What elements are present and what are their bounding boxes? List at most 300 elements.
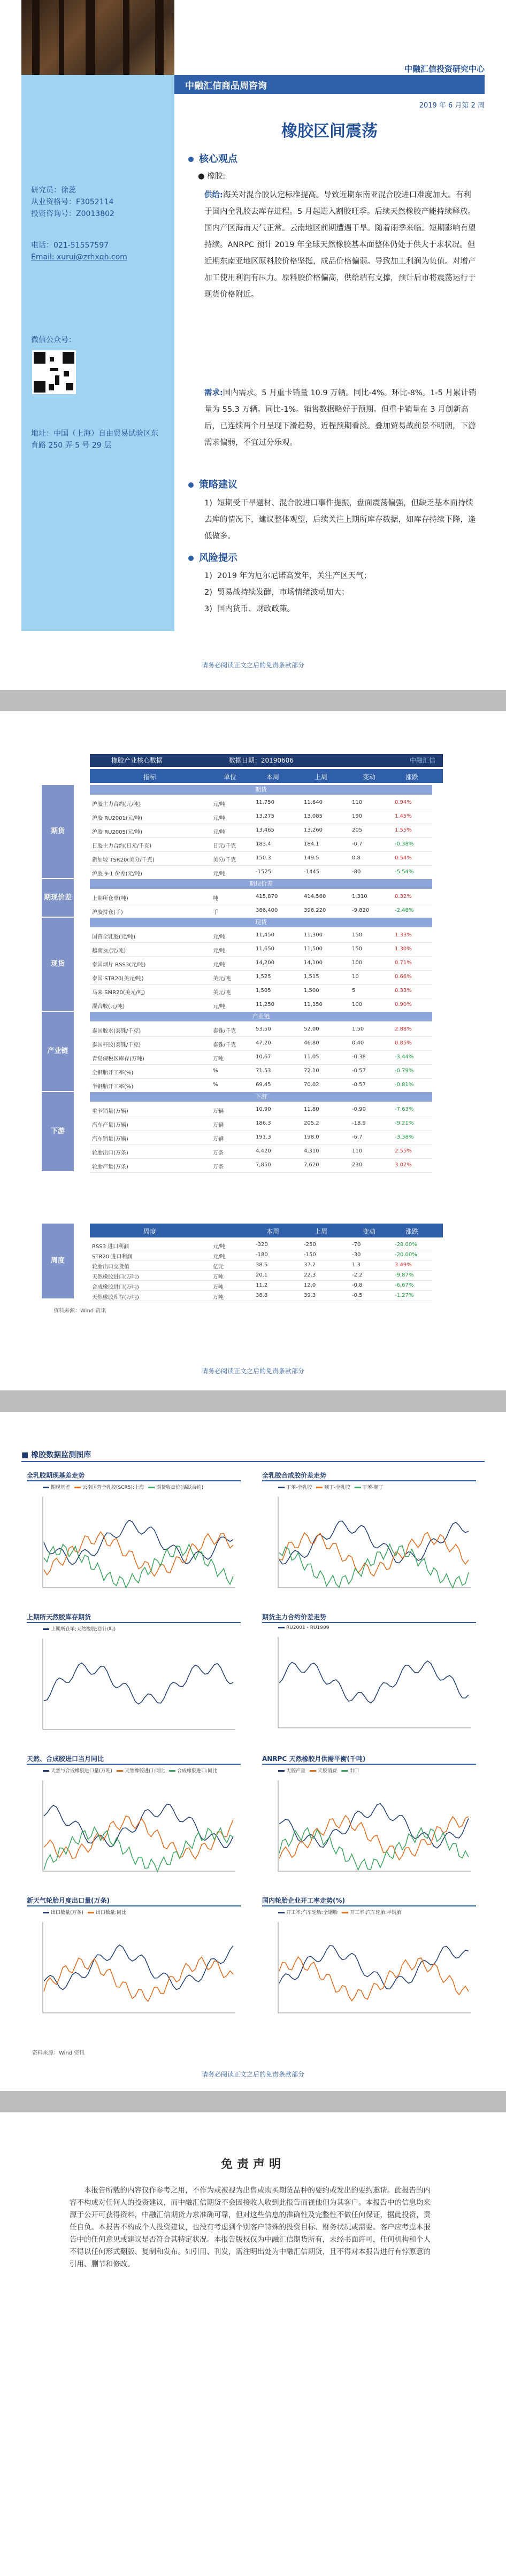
table-cell: -3.38% xyxy=(395,1134,414,1140)
table-cell: 4,420 xyxy=(256,1148,271,1154)
table-cell: 合成橡胶进口(万吨) xyxy=(92,1285,139,1290)
report-page-1 xyxy=(0,0,506,690)
table-cell: 2.55% xyxy=(395,1148,412,1154)
table-cell: 重卡销量(万辆) xyxy=(92,1109,128,1114)
chart-plot xyxy=(262,1632,476,1739)
table-cell: 0.8 xyxy=(352,855,361,861)
table-cell: 亿元 xyxy=(213,1264,224,1270)
chart-axis xyxy=(278,1922,471,2013)
series-line xyxy=(279,1957,469,2001)
table-cell: 0.90% xyxy=(395,1002,412,1008)
chart-plot xyxy=(262,1491,476,1598)
row-group-label: 下游 xyxy=(42,1092,74,1171)
table-cell: 3.49% xyxy=(395,1262,412,1268)
strategy-heading: 策略建议 xyxy=(199,479,237,490)
row-group-label: 现货 xyxy=(42,918,74,1011)
table-cell: -30 xyxy=(352,1252,361,1258)
table-cell: -2.2 xyxy=(352,1272,363,1278)
table-cell: 11,650 xyxy=(256,946,274,952)
table-cell: 元/吨 xyxy=(213,829,226,835)
table-row xyxy=(90,890,432,904)
bullet-icon xyxy=(188,482,194,488)
section-rule xyxy=(21,1461,485,1462)
section-subheader: 现货 xyxy=(90,918,432,927)
table-cell: -20.00% xyxy=(395,1252,417,1258)
table-cell: -0.38 xyxy=(352,1054,366,1060)
table-cell: 2.88% xyxy=(395,1026,412,1032)
table-cell: 万吨 xyxy=(213,1056,224,1062)
table-cell: 轮胎出口交货值 xyxy=(92,1264,129,1270)
table-cell: 110 xyxy=(352,1148,363,1154)
chart-legend xyxy=(43,1483,241,1490)
table-cell: -0.7 xyxy=(352,841,363,847)
table-cell: -28.00% xyxy=(395,1242,417,1248)
table-cell: 元/吨 xyxy=(213,802,226,808)
page-footer: 请务必阅读正文之后的免责条款部分 xyxy=(201,2071,304,2078)
table-cell: -1.27% xyxy=(395,1293,414,1298)
table-cell: 1,515 xyxy=(304,974,319,980)
table-cell: 泰铢/千克 xyxy=(213,1042,236,1048)
research-center-header: 中融汇信投资研究中心 xyxy=(404,64,485,74)
legend-item: 云南国营全乳胶(SCR5):上海 xyxy=(74,1485,144,1490)
table-cell: 元/吨 xyxy=(213,871,226,877)
table-cell: 美分/千克 xyxy=(213,857,236,863)
chart-panel xyxy=(262,1896,476,2035)
table-cell: 元/吨 xyxy=(213,1254,226,1260)
chart-panel xyxy=(27,1754,241,1893)
table-cell: 191.3 xyxy=(256,1134,271,1140)
series-line xyxy=(44,1945,233,1990)
row-group-label: 期现价差 xyxy=(42,879,74,917)
table-cell: 上期所仓单(吨) xyxy=(92,896,128,902)
table-row xyxy=(90,956,432,971)
table-cell: 天然橡胶进口(万吨) xyxy=(92,1274,139,1280)
table-cell: -18.9 xyxy=(352,1120,366,1126)
table-cell: 万辆 xyxy=(213,1136,224,1142)
report-title: 橡胶区间震荡 xyxy=(281,122,378,141)
chart-panel xyxy=(262,1471,476,1610)
table-cell: 198.0 xyxy=(304,1134,319,1140)
table-cell: 1.33% xyxy=(395,932,412,938)
table-cell: 190 xyxy=(352,813,363,819)
chart-plot xyxy=(27,1775,241,1882)
series-line xyxy=(44,1532,233,1576)
table-cell: 70.02 xyxy=(304,1082,319,1088)
sidebar-address: 地址：中国（上海）自由贸易试验区东育路 250 弄 5 号 29 层 xyxy=(31,429,158,450)
chart-legend xyxy=(278,1483,476,1490)
row-group-label: 产业链 xyxy=(42,1012,74,1091)
table-cell: 38.8 xyxy=(256,1293,268,1298)
table-row xyxy=(90,1022,432,1037)
table-cell: 沪胶 RU2005(元/吨) xyxy=(92,829,143,835)
legend-item: 上期所仓单:天然橡胶:总计(吨) xyxy=(43,1627,116,1632)
table-cell: 11,300 xyxy=(304,932,323,938)
table-cell: 0.33% xyxy=(395,988,412,994)
series-line xyxy=(44,1520,233,1565)
chart-plot xyxy=(262,1917,476,2024)
cover-photo xyxy=(21,0,174,75)
table-cell: 0.32% xyxy=(395,894,412,899)
chart-axis xyxy=(43,1497,235,1588)
brand-title: 中融汇信商品周咨询 xyxy=(185,81,267,91)
table-cell: -0.79% xyxy=(395,1068,414,1074)
table-row xyxy=(90,824,432,838)
table-title: 橡胶产业核心数据 xyxy=(111,757,163,764)
table-cell: 沪胶 RU2001(元/吨) xyxy=(92,816,143,821)
chart-plot xyxy=(27,1633,241,1740)
table-cell: 万条 xyxy=(213,1164,224,1170)
table-cell: 0.85% xyxy=(395,1040,412,1046)
table-cell: 11.2 xyxy=(256,1282,268,1288)
weekly-header: 周度 本周 上周 变动 涨跌 xyxy=(90,1224,443,1237)
table-cell: 22.3 xyxy=(304,1272,316,1278)
section-subheader: 下游 xyxy=(90,1092,432,1102)
table-cell: 元/吨 xyxy=(213,1244,226,1250)
risk-list: 1) 2019 年为厄尔尼诺高发年，关注产区天气； 2) 贸易战持续发酵，市场情绪波动加大； 3) 国内货币、财政政策。 xyxy=(204,572,372,613)
table-cell: 7,850 xyxy=(256,1162,271,1168)
chart-axis xyxy=(278,1637,471,1728)
table-cell: 汽车销量(万辆) xyxy=(92,1136,128,1142)
row-group-label: 期货 xyxy=(42,785,74,878)
legend-item: 天然与合成橡胶进口量(万吨) xyxy=(43,1768,112,1774)
table-cell: 沪胶主力合约(元/吨) xyxy=(92,802,141,808)
table-cell: -80 xyxy=(352,869,361,875)
table-cell: -6.67% xyxy=(395,1282,414,1288)
table-cell: 轮胎产量(万条) xyxy=(92,1164,128,1170)
table-cell: 0.54% xyxy=(395,855,412,861)
demand-paragraph: 需求:国内需求。5 月重卡销量 10.9 万辆。同比-4%。环比-8%。1-5 月累计销量为 55.3 万辆。同比-1%。销售数据略好于预期。但重卡销量在 3 月创新高后，已连续两个月呈现下滑趋势，近程预期看淡。叠加贸易战前景不明朗，下游需求偏弱，不宜过分乐观。 xyxy=(204,389,477,447)
legend-item: 丁苯-全乳胶 xyxy=(278,1485,312,1490)
table-cell: 11,500 xyxy=(304,946,323,952)
table-cell: 轮胎出口(万条) xyxy=(92,1150,128,1156)
table-cell: -5.54% xyxy=(395,869,414,875)
report-page-3 xyxy=(0,1412,506,2091)
table-cell: 72.10 xyxy=(304,1068,319,1074)
chart-legend xyxy=(43,1767,241,1774)
table-cell: 新加坡 TSR20(美分/千克) xyxy=(92,857,155,863)
legend-item: 丁苯-顺丁 xyxy=(355,1485,384,1490)
disclaimer-title: 免责声明 xyxy=(220,2158,285,2171)
email-link[interactable]: Email: xurui@zrhxqh.com xyxy=(31,253,127,262)
page-footer: 请务必阅读正文之后的免责条款部分 xyxy=(201,1367,304,1375)
table-row xyxy=(90,942,432,957)
table-row xyxy=(90,998,432,1012)
table-cell: 37.2 xyxy=(304,1262,316,1268)
table-cell: 1.45% xyxy=(395,813,412,819)
sidebar-researcher: 研究员：徐蕊 从业资格号：F3052114 投资咨询号：Z0013802 xyxy=(31,186,114,218)
table-cell: 美元/吨 xyxy=(213,976,231,982)
table-cell: 150 xyxy=(352,946,363,952)
table-cell: 10.67 xyxy=(256,1054,271,1060)
table-cell: % xyxy=(213,1068,218,1074)
table-cell: 7,620 xyxy=(304,1162,319,1168)
chart-panel xyxy=(27,1471,241,1610)
chart-panel xyxy=(27,1896,241,2035)
table-cell: 1,500 xyxy=(304,988,319,994)
table-cell: 泰国烟片 RSS3(元/吨) xyxy=(92,962,146,968)
table-cell: 13,085 xyxy=(304,813,323,819)
table-cell: 11,750 xyxy=(256,799,274,805)
series-line xyxy=(44,1663,233,1704)
table-cell: -6.7 xyxy=(352,1134,363,1140)
table-cell: 沪胶 9-1 价差(元/吨) xyxy=(92,871,142,877)
table-row xyxy=(90,1103,432,1117)
table-cell: 泰国胶水(泰铢/千克) xyxy=(92,1028,141,1034)
table-cell: % xyxy=(213,1082,218,1088)
table-cell: 5 xyxy=(352,988,356,994)
table-cell: -0.57 xyxy=(352,1082,366,1088)
section-subheader: 期货 xyxy=(90,785,432,795)
table-cell: 半钢胎开工率(%) xyxy=(92,1084,134,1090)
table-cell: 415,870 xyxy=(256,894,278,899)
chart-plot xyxy=(27,1491,241,1598)
table-row xyxy=(90,970,432,985)
table-cell: -1445 xyxy=(304,869,320,875)
table-cell: -70 xyxy=(352,1242,361,1248)
chart-title: 全乳胶期现基差走势 xyxy=(27,1471,241,1481)
table-row xyxy=(90,1260,432,1271)
table-row xyxy=(90,796,432,810)
table-cell: RSS3 进口利润 xyxy=(92,1244,129,1250)
legend-item: 出口数量:同比 xyxy=(88,1910,126,1916)
table-cell: 1,505 xyxy=(256,988,271,994)
table-cell: 205.2 xyxy=(304,1120,319,1126)
series-line xyxy=(44,1827,233,1872)
table-cell: 11,250 xyxy=(256,1002,274,1008)
table-row xyxy=(90,1158,432,1173)
chart-source: 资料来源：Wind 资讯 xyxy=(32,2050,85,2056)
table-cell: 元/吨 xyxy=(213,816,226,821)
table-cell: 0.40 xyxy=(352,1040,364,1046)
table-cell: 230 xyxy=(352,1162,363,1168)
chart-title: 天然、合成胶进口当月同比 xyxy=(27,1754,241,1765)
chart-title: 期货主力合约价差走势 xyxy=(262,1612,476,1623)
table-row xyxy=(90,1131,432,1145)
table-row xyxy=(90,1036,432,1051)
core-view-heading: 核心观点 xyxy=(199,153,237,165)
table-cell: 全钢胎开工率(%) xyxy=(92,1070,134,1076)
table-cell: 国营全乳胶(元/吨) xyxy=(92,934,136,940)
logo-text: 中融汇信 xyxy=(409,757,435,764)
row-group-label: 周度 xyxy=(42,1224,74,1298)
chart-title: 新天气轮胎月度出口量(万条) xyxy=(27,1896,241,1906)
table-cell: 万吨 xyxy=(213,1285,224,1290)
legend-item: 期现基差 xyxy=(43,1485,70,1490)
series-line xyxy=(279,1533,469,1577)
table-date: 数据日期：20190606 xyxy=(228,757,294,764)
table-cell: STR20 进口利润 xyxy=(92,1254,133,1260)
table-cell: 美元/吨 xyxy=(213,990,231,996)
series-line xyxy=(44,1804,233,1848)
table-cell: -0.5 xyxy=(352,1293,363,1298)
table-row xyxy=(90,1280,432,1291)
table-cell: 0.66% xyxy=(395,974,412,980)
report-page-2 xyxy=(0,711,506,1390)
table-row xyxy=(90,904,432,918)
table-row xyxy=(90,928,432,943)
chart-title: 国内轮胎企业开工率走势(%) xyxy=(262,1896,476,1906)
table-cell: 11,150 xyxy=(304,1002,323,1008)
table-cell: 10.90 xyxy=(256,1106,271,1112)
table-cell: 110 xyxy=(352,799,363,805)
series-line xyxy=(279,1521,469,1564)
table-cell: 泰铢/千克 xyxy=(213,1028,236,1034)
table-title-bar xyxy=(90,754,443,767)
table-cell: 11.80 xyxy=(304,1106,319,1112)
table-cell: 万辆 xyxy=(213,1109,224,1114)
disclaimer-text: 本报告所载的内容仅作参考之用，不作为或被视为出售或购买期货品种的要约或发出的要约邀请。此报告的内容不构成对任何人的投资建议，而中融汇信期货不会因接收人收到此报告而视他们为其客户。本报告中的信息均来源于公开可获得资料，中融汇信期货力求准确可靠，但对这些信息的准确性及完整性不做任何保证，据此投资，责任自负。本报告不构成个人投资建议，也没有考虑到个别客户特殊的投资目标、财务状况或需要。客户应考虑本报告中的任何意见或建议是否符合其特定状况。本报告版权仅为中融汇信期货所有，未经书面许可，任何机构和个人不得以任何形式翻版、复制和发布。如引用、刊发，需注明出处为中融汇信期货，且不得对本报告进行有悖原意的引用、删节和修改。 xyxy=(70,2186,431,2269)
table-cell: 1,310 xyxy=(352,894,367,899)
table-cell: 396,220 xyxy=(304,908,326,913)
table-cell: 混合胶(元/吨) xyxy=(92,1004,125,1010)
issue-date: 2019 年 6 月第 2 周 xyxy=(419,102,485,110)
table-cell: 泰国 STR20(美元/吨) xyxy=(92,976,144,982)
risk-heading: 风险提示 xyxy=(199,552,237,564)
legend-item: RU2001 - RU1909 xyxy=(278,1625,329,1631)
table-cell: -150 xyxy=(304,1252,316,1258)
table-cell: 万吨 xyxy=(213,1295,224,1301)
legend-item: 开工率:汽车轮胎:半钢胎 xyxy=(342,1910,401,1916)
table-row xyxy=(90,1250,432,1260)
table-cell: 13,275 xyxy=(256,813,274,819)
chart-panel xyxy=(262,1754,476,1893)
table-cell: -1525 xyxy=(256,869,272,875)
table-cell: 4,310 xyxy=(304,1148,319,1154)
table-row xyxy=(90,837,432,852)
chart-legend xyxy=(278,1909,476,1916)
wechat-label: 微信公众号： xyxy=(31,336,76,344)
table-cell: -250 xyxy=(304,1242,316,1248)
table-cell: 手 xyxy=(213,910,218,916)
legend-item: 顺丁-全乳胶 xyxy=(316,1485,350,1490)
series-line xyxy=(279,1946,469,1989)
table-cell: 沪胶持仓(手) xyxy=(92,910,123,916)
table-cell: 11.05 xyxy=(304,1054,319,1060)
table-cell: 52.00 xyxy=(304,1026,319,1032)
series-line xyxy=(279,1804,469,1848)
table-cell: -320 xyxy=(256,1242,268,1248)
table-cell: 万吨 xyxy=(213,1274,224,1280)
table-source: 资料来源：Wind 资讯 xyxy=(53,1308,106,1314)
table-cell: -0.8 xyxy=(352,1282,363,1288)
series-line xyxy=(44,1544,233,1588)
table-cell: -0.81% xyxy=(395,1082,414,1088)
series-line xyxy=(44,1957,233,2002)
table-cell: -0.57 xyxy=(352,1068,366,1074)
table-cell: 元/吨 xyxy=(213,1004,226,1010)
table-cell: 38.5 xyxy=(256,1262,268,1268)
rubber-label: ● 橡胶: xyxy=(198,172,226,181)
section-subheader: 期现价差 xyxy=(90,879,432,889)
strategy-paragraph: 1) 短期受干旱题材、混合胶进口事件提振，盘面震荡偏强，但缺乏基本面持续去库的情况下，建议整体观望，后续关注上期所库存数据，如库存持续下降，逢低做多。 xyxy=(204,499,476,541)
table-row xyxy=(90,810,432,824)
chart-legend xyxy=(43,1909,241,1916)
table-cell: 0.71% xyxy=(395,960,412,966)
series-line xyxy=(279,1544,469,1588)
table-row xyxy=(90,1117,432,1131)
table-cell: 53.50 xyxy=(256,1026,271,1032)
table-row xyxy=(90,865,432,880)
table-cell: 1.3 xyxy=(352,1262,361,1268)
series-line xyxy=(279,1816,469,1860)
table-cell: 1.30% xyxy=(395,946,412,952)
table-row xyxy=(90,851,432,866)
chart-legend xyxy=(278,1625,476,1631)
table-cell: 150 xyxy=(352,932,363,938)
table-cell: 184.1 xyxy=(304,841,319,847)
table-cell: 150.3 xyxy=(256,855,271,861)
table-cell: 20.1 xyxy=(256,1272,268,1278)
table-cell: 186.3 xyxy=(256,1120,271,1126)
chart-axis xyxy=(43,1639,235,1729)
table-cell: 414,560 xyxy=(304,894,326,899)
table-cell: 12.0 xyxy=(304,1282,316,1288)
table-cell: -0.38% xyxy=(395,841,414,847)
table-cell: 71.53 xyxy=(256,1068,271,1074)
table-cell: 11,450 xyxy=(256,932,274,938)
table-cell: 吨 xyxy=(213,896,218,902)
legend-item: 天胶产量 xyxy=(278,1768,305,1774)
table-cell: 13,465 xyxy=(256,827,274,833)
table-cell: 元/吨 xyxy=(213,948,226,954)
table-cell: -9.87% xyxy=(395,1272,414,1278)
page-footer: 请务必阅读正文之后的免责条款部分 xyxy=(201,662,304,669)
table-row xyxy=(90,1240,432,1250)
chart-panel xyxy=(27,1612,241,1751)
table-row xyxy=(90,1144,432,1159)
chart-legend xyxy=(278,1767,476,1774)
report-page-4 xyxy=(0,2112,506,2576)
table-cell: 0.94% xyxy=(395,799,412,805)
sidebar-contact-info: 电话：021-51557597 Email: xurui@zrhxqh.com xyxy=(31,240,127,263)
table-row xyxy=(90,984,432,998)
chart-plot xyxy=(262,1775,476,1882)
table-column-header: 指标 单位 本周 上周 变动 涨跌 xyxy=(90,769,443,783)
chart-title: ANRPC 天然橡胶月供需平衡(千吨) xyxy=(262,1754,476,1765)
table-cell: 100 xyxy=(352,960,363,966)
series-line xyxy=(279,1828,469,1870)
table-cell: 46.80 xyxy=(304,1040,319,1046)
table-row xyxy=(90,1290,432,1301)
legend-item: 出口 xyxy=(341,1768,359,1774)
table-cell: 天然橡胶库存(万吨) xyxy=(92,1295,139,1301)
table-cell: 日元/千克 xyxy=(213,843,236,849)
table-cell: 39.3 xyxy=(304,1293,316,1298)
table-row xyxy=(90,1270,432,1281)
table-cell: 183.4 xyxy=(256,841,271,847)
table-cell: -0.90 xyxy=(352,1106,366,1112)
table-row xyxy=(90,1064,432,1079)
table-cell: 汽车产量(万辆) xyxy=(92,1122,128,1128)
table-cell: -9.21% xyxy=(395,1120,414,1126)
table-cell: 青岛保税区库存(万吨) xyxy=(92,1056,144,1062)
table-cell: 元/吨 xyxy=(213,934,226,940)
table-cell: 泰国杯胶(泰铢/千克) xyxy=(92,1042,141,1048)
table-row xyxy=(90,1050,432,1065)
chart-title: 上期所天然胶库存期货 xyxy=(27,1612,241,1623)
table-cell: 100 xyxy=(352,1002,363,1008)
table-cell: -3.44% xyxy=(395,1054,414,1060)
table-cell: 47.20 xyxy=(256,1040,271,1046)
table-cell: 69.45 xyxy=(256,1082,271,1088)
table-cell: 11,640 xyxy=(304,799,323,805)
table-cell: 14,100 xyxy=(304,960,323,966)
chart-axis xyxy=(278,1780,471,1871)
bullet-icon xyxy=(188,556,194,561)
legend-item: 开工率:汽车轮胎:全钢胎 xyxy=(278,1910,338,1916)
series-line xyxy=(279,1661,469,1703)
table-cell: 386,400 xyxy=(256,908,278,913)
